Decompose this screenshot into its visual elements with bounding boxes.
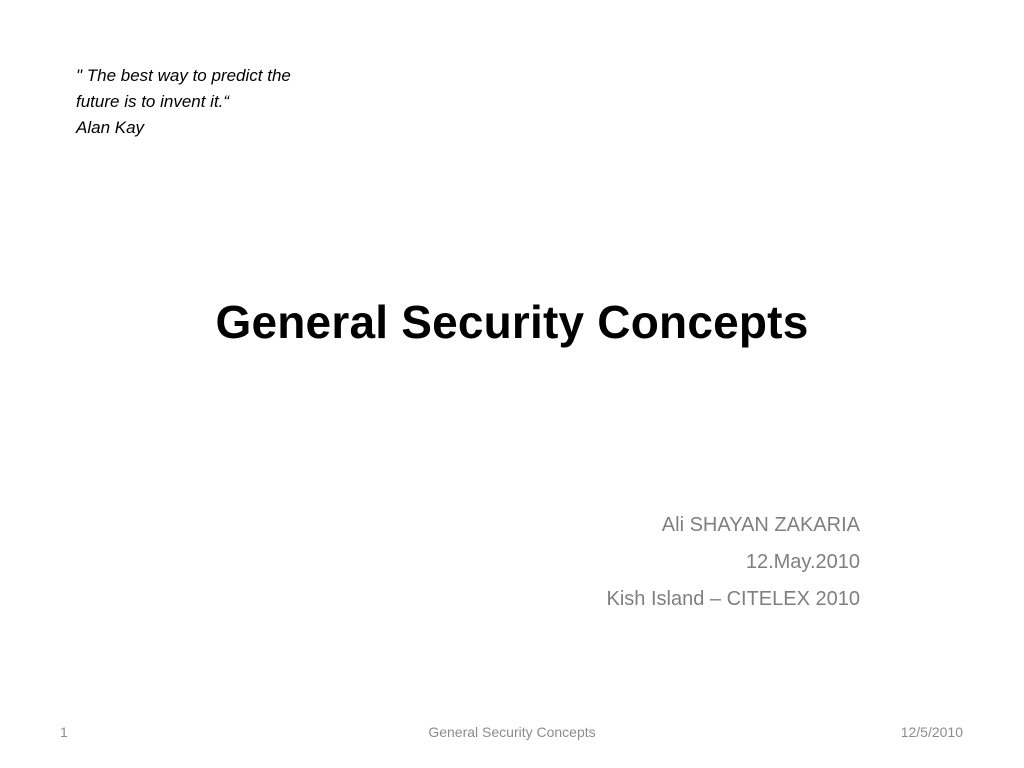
- author-name: Ali SHAYAN ZAKARIA: [661, 514, 860, 536]
- quote-line-2: future is to invent it.“: [76, 92, 230, 111]
- quote-block: [76, 63, 366, 141]
- footer-slide-number: 1: [60, 724, 68, 740]
- footer-title: General Security Concepts: [428, 724, 596, 740]
- subtitle-block: [607, 507, 860, 618]
- quote-line-1: " The best way to predict the: [76, 66, 291, 85]
- presentation-date: 12.May.2010: [745, 551, 860, 573]
- event-name: Kish Island – CITELEX 2010: [606, 588, 860, 610]
- slide-title: General Security Concepts: [215, 296, 809, 348]
- footer-date: 12/5/2010: [900, 724, 963, 740]
- quote-author: Alan Kay: [76, 118, 145, 137]
